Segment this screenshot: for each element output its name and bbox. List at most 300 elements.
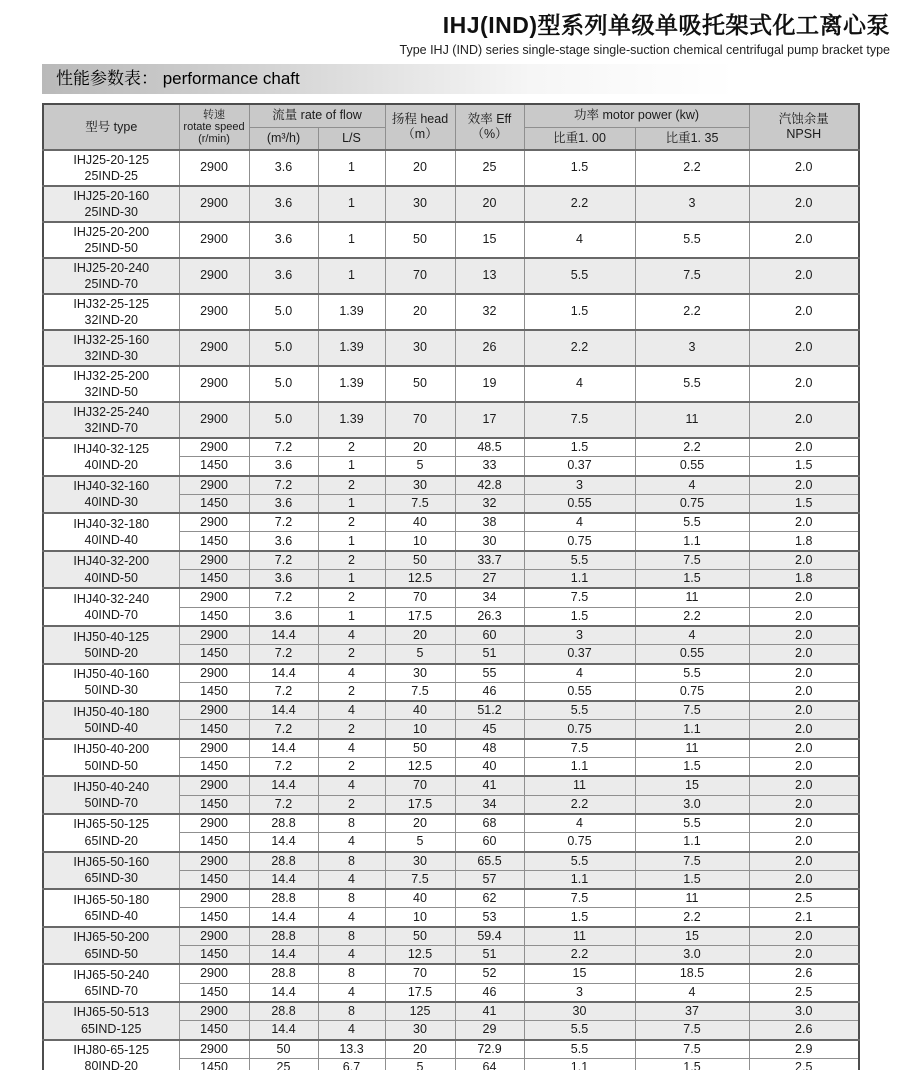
head-cell: 20 — [385, 438, 455, 457]
head-cell: 40 — [385, 889, 455, 908]
pump-model-cell — [43, 814, 179, 852]
eff-cell: 65.5 — [455, 852, 524, 871]
flow-ls-cell: 1 — [318, 258, 385, 294]
flow-ls-cell: 2 — [318, 551, 385, 570]
power-sg100-cell: 30 — [524, 1002, 635, 1021]
flow-m3h-cell: 28.8 — [249, 927, 318, 946]
power-sg100-cell: 1.1 — [524, 1058, 635, 1070]
head-cell: 12.5 — [385, 758, 455, 777]
power-sg100-cell: 2.2 — [524, 186, 635, 222]
power-sg135-cell: 1.5 — [635, 870, 749, 889]
pump-model-cell — [43, 776, 179, 814]
table-row — [43, 852, 859, 871]
power-sg100-cell: 0.55 — [524, 494, 635, 513]
power-sg135-cell: 0.55 — [635, 645, 749, 664]
head-cell: 50 — [385, 366, 455, 402]
power-sg135-cell: 5.5 — [635, 814, 749, 833]
eff-cell: 25 — [455, 150, 524, 186]
eff-cell: 41 — [455, 776, 524, 795]
power-sg135-cell: 0.55 — [635, 457, 749, 476]
speed-cell: 1450 — [179, 983, 249, 1002]
eff-cell: 34 — [455, 795, 524, 814]
head-cell: 12.5 — [385, 946, 455, 965]
speed-cell: 2900 — [179, 438, 249, 457]
table-row — [43, 889, 859, 908]
npsh-cell: 2.0 — [749, 476, 859, 495]
npsh-cell: 2.0 — [749, 150, 859, 186]
speed-cell: 2900 — [179, 701, 249, 720]
eff-cell: 33 — [455, 457, 524, 476]
npsh-cell: 1.8 — [749, 532, 859, 551]
flow-m3h-cell: 3.6 — [249, 186, 318, 222]
table-row — [43, 294, 859, 330]
flow-ls-cell: 2 — [318, 438, 385, 457]
flow-m3h-cell: 28.8 — [249, 852, 318, 871]
flow-ls-cell: 1 — [318, 186, 385, 222]
pump-model-cell — [43, 739, 179, 777]
pump-model-line: IHJ65-50-180 — [73, 892, 150, 907]
pump-model-cell — [43, 889, 179, 927]
flow-ls-cell: 1.39 — [318, 330, 385, 366]
col-header-npsh-zh: 汽蚀余量 — [778, 112, 829, 127]
speed-cell: 2900 — [179, 402, 249, 438]
power-sg100-cell: 15 — [524, 964, 635, 983]
npsh-cell: 2.0 — [749, 795, 859, 814]
flow-m3h-cell: 14.4 — [249, 626, 318, 645]
pump-model-line: IHJ40-32-125 — [73, 441, 150, 456]
eff-cell: 59.4 — [455, 927, 524, 946]
eff-cell: 26.3 — [455, 607, 524, 626]
table-row — [43, 1040, 859, 1059]
col-header-head-label: 扬程 head — [391, 112, 449, 127]
head-cell: 30 — [385, 330, 455, 366]
table-row — [43, 476, 859, 495]
flow-ls-cell: 1.39 — [318, 366, 385, 402]
speed-cell: 1450 — [179, 570, 249, 589]
speed-cell: 2900 — [179, 222, 249, 258]
flow-m3h-cell: 7.2 — [249, 758, 318, 777]
power-sg135-cell: 1.1 — [635, 720, 749, 739]
power-sg135-cell: 15 — [635, 776, 749, 795]
speed-cell: 2900 — [179, 927, 249, 946]
power-sg100-cell: 2.2 — [524, 946, 635, 965]
power-sg135-cell: 11 — [635, 889, 749, 908]
npsh-cell: 2.0 — [749, 720, 859, 739]
table-row — [43, 776, 859, 795]
speed-cell: 1450 — [179, 795, 249, 814]
head-cell: 70 — [385, 258, 455, 294]
pump-model-cell — [43, 476, 179, 514]
col-header-npsh-en: NPSH — [786, 127, 822, 141]
power-sg135-cell: 7.5 — [635, 1040, 749, 1059]
eff-cell: 19 — [455, 366, 524, 402]
power-sg100-cell: 7.5 — [524, 402, 635, 438]
pump-model-line: IHJ32-25-160 — [73, 332, 150, 347]
flow-m3h-cell: 7.2 — [249, 795, 318, 814]
pump-model-line: IHJ25-20-160 — [73, 188, 150, 203]
table-row — [43, 366, 859, 402]
pump-model-line: IHJ32-25-125 — [73, 296, 150, 311]
col-header-eff — [455, 104, 524, 150]
flow-m3h-cell: 5.0 — [249, 402, 318, 438]
head-cell: 5 — [385, 645, 455, 664]
pump-model-line: IHJ32-25-240 — [73, 404, 150, 419]
speed-cell: 2900 — [179, 294, 249, 330]
col-header-rotate-speed-unit: (r/min) — [198, 133, 230, 146]
power-sg100-cell: 2.2 — [524, 330, 635, 366]
head-cell: 50 — [385, 739, 455, 758]
power-sg135-cell: 1.1 — [635, 532, 749, 551]
col-header-power-sg100: 比重1. 00 — [524, 127, 635, 150]
flow-ls-cell: 2 — [318, 682, 385, 701]
flow-ls-cell: 1.39 — [318, 402, 385, 438]
head-cell: 70 — [385, 964, 455, 983]
npsh-cell: 2.0 — [749, 946, 859, 965]
power-sg135-cell: 0.75 — [635, 682, 749, 701]
col-header-motor-power: 功率 motor power (kw) — [524, 104, 749, 127]
speed-cell: 1450 — [179, 908, 249, 927]
pump-model-line: IHJ50-40-160 — [73, 667, 150, 682]
power-sg100-cell: 4 — [524, 222, 635, 258]
eff-cell: 51.2 — [455, 701, 524, 720]
head-cell: 70 — [385, 402, 455, 438]
speed-cell: 2900 — [179, 588, 249, 607]
speed-cell: 2900 — [179, 964, 249, 983]
flow-ls-cell: 8 — [318, 889, 385, 908]
npsh-cell: 2.5 — [749, 983, 859, 1002]
head-cell: 5 — [385, 1058, 455, 1070]
head-cell: 17.5 — [385, 607, 455, 626]
eff-cell: 33.7 — [455, 551, 524, 570]
pump-model-cell — [43, 626, 179, 664]
flow-ls-cell: 1 — [318, 494, 385, 513]
pump-model-line: 25IND-30 — [84, 205, 138, 219]
npsh-cell: 2.0 — [749, 588, 859, 607]
eff-cell: 30 — [455, 532, 524, 551]
npsh-cell: 2.6 — [749, 964, 859, 983]
power-sg100-cell: 2.2 — [524, 795, 635, 814]
head-cell: 40 — [385, 513, 455, 532]
speed-cell: 2900 — [179, 186, 249, 222]
pump-model-cell — [43, 330, 179, 366]
pump-model-line: IHJ40-32-180 — [73, 516, 150, 531]
head-cell: 20 — [385, 1040, 455, 1059]
pump-model-line: IHJ65-50-513 — [73, 1005, 150, 1020]
speed-cell: 2900 — [179, 739, 249, 758]
speed-cell: 1450 — [179, 870, 249, 889]
flow-ls-cell: 4 — [318, 833, 385, 852]
speed-cell: 2900 — [179, 814, 249, 833]
flow-ls-cell: 4 — [318, 983, 385, 1002]
flow-m3h-cell: 7.2 — [249, 720, 318, 739]
power-sg100-cell: 5.5 — [524, 258, 635, 294]
power-sg100-cell: 5.5 — [524, 852, 635, 871]
npsh-cell: 2.0 — [749, 870, 859, 889]
flow-ls-cell: 1 — [318, 532, 385, 551]
speed-cell: 2900 — [179, 1002, 249, 1021]
pump-model-line: 32IND-70 — [84, 421, 138, 435]
power-sg100-cell: 4 — [524, 814, 635, 833]
npsh-cell: 2.0 — [749, 682, 859, 701]
power-sg135-cell: 7.5 — [635, 1021, 749, 1040]
head-cell: 7.5 — [385, 682, 455, 701]
flow-ls-cell: 4 — [318, 701, 385, 720]
eff-cell: 26 — [455, 330, 524, 366]
pump-model-cell — [43, 222, 179, 258]
flow-m3h-cell: 14.4 — [249, 664, 318, 683]
table-row — [43, 626, 859, 645]
head-cell: 20 — [385, 150, 455, 186]
npsh-cell: 2.0 — [749, 814, 859, 833]
pump-model-line: 65IND-50 — [84, 946, 138, 961]
npsh-cell: 2.0 — [749, 186, 859, 222]
power-sg100-cell: 1.5 — [524, 607, 635, 626]
eff-cell: 46 — [455, 983, 524, 1002]
flow-ls-cell: 2 — [318, 588, 385, 607]
table-row — [43, 588, 859, 607]
pump-model-line: 50IND-30 — [84, 683, 138, 698]
speed-cell: 1450 — [179, 833, 249, 852]
head-cell: 20 — [385, 626, 455, 645]
npsh-cell: 1.5 — [749, 494, 859, 513]
power-sg100-cell: 1.5 — [524, 438, 635, 457]
table-row — [43, 701, 859, 720]
pump-model-line: 50IND-70 — [84, 796, 138, 811]
power-sg135-cell: 1.5 — [635, 1058, 749, 1070]
pump-model-cell — [43, 150, 179, 186]
performance-table — [42, 103, 860, 1070]
table-row — [43, 551, 859, 570]
col-header-npsh — [749, 104, 859, 150]
col-header-flow-m3h: (m³/h) — [249, 127, 318, 150]
eff-cell: 60 — [455, 833, 524, 852]
flow-m3h-cell: 14.4 — [249, 983, 318, 1002]
power-sg100-cell: 0.55 — [524, 682, 635, 701]
speed-cell: 1450 — [179, 720, 249, 739]
pump-model-line: 65IND-30 — [84, 871, 138, 886]
power-sg135-cell: 2.2 — [635, 294, 749, 330]
power-sg100-cell: 1.1 — [524, 570, 635, 589]
pump-model-line: 65IND-40 — [84, 908, 138, 923]
speed-cell: 1450 — [179, 758, 249, 777]
speed-cell: 1450 — [179, 645, 249, 664]
power-sg100-cell: 1.5 — [524, 908, 635, 927]
pump-model-line: IHJ65-50-125 — [73, 817, 150, 832]
eff-cell: 17 — [455, 402, 524, 438]
flow-ls-cell: 4 — [318, 870, 385, 889]
power-sg100-cell: 0.37 — [524, 645, 635, 664]
flow-ls-cell: 1 — [318, 150, 385, 186]
flow-m3h-cell: 14.4 — [249, 870, 318, 889]
table-row — [43, 1002, 859, 1021]
eff-cell: 41 — [455, 1002, 524, 1021]
head-cell: 12.5 — [385, 570, 455, 589]
pump-model-line: IHJ40-32-160 — [73, 479, 150, 494]
npsh-cell: 2.5 — [749, 889, 859, 908]
speed-cell: 2900 — [179, 551, 249, 570]
flow-ls-cell: 1 — [318, 457, 385, 476]
flow-ls-cell: 2 — [318, 758, 385, 777]
flow-ls-cell: 8 — [318, 814, 385, 833]
power-sg100-cell: 11 — [524, 776, 635, 795]
eff-cell: 20 — [455, 186, 524, 222]
power-sg135-cell: 3.0 — [635, 795, 749, 814]
speed-cell: 1450 — [179, 946, 249, 965]
speed-cell: 2900 — [179, 366, 249, 402]
title-block — [0, 0, 900, 57]
pump-model-line: 65IND-20 — [84, 833, 138, 848]
pump-model-cell — [43, 551, 179, 589]
eff-cell: 40 — [455, 758, 524, 777]
pump-model-line: IHJ65-50-200 — [73, 930, 150, 945]
flow-m3h-cell: 3.6 — [249, 570, 318, 589]
pump-model-line: 40IND-70 — [84, 608, 138, 623]
power-sg100-cell: 0.37 — [524, 457, 635, 476]
power-sg100-cell: 0.75 — [524, 833, 635, 852]
power-sg100-cell: 11 — [524, 927, 635, 946]
pump-model-cell — [43, 438, 179, 476]
power-sg135-cell: 3.0 — [635, 946, 749, 965]
flow-ls-cell: 4 — [318, 664, 385, 683]
flow-m3h-cell: 3.6 — [249, 150, 318, 186]
power-sg100-cell: 5.5 — [524, 1040, 635, 1059]
eff-cell: 64 — [455, 1058, 524, 1070]
col-header-head — [385, 104, 455, 150]
flow-m3h-cell: 7.2 — [249, 645, 318, 664]
eff-cell: 15 — [455, 222, 524, 258]
power-sg135-cell: 37 — [635, 1002, 749, 1021]
flow-ls-cell: 4 — [318, 1021, 385, 1040]
flow-m3h-cell: 28.8 — [249, 814, 318, 833]
power-sg135-cell: 7.5 — [635, 852, 749, 871]
npsh-cell: 2.6 — [749, 1021, 859, 1040]
power-sg135-cell: 1.5 — [635, 570, 749, 589]
flow-m3h-cell: 50 — [249, 1040, 318, 1059]
flow-m3h-cell: 14.4 — [249, 739, 318, 758]
speed-cell: 1450 — [179, 1058, 249, 1070]
head-cell: 5 — [385, 457, 455, 476]
pump-model-line: IHJ25-20-240 — [73, 260, 150, 275]
col-header-flow: 流量 rate of flow — [249, 104, 385, 127]
col-header-type: 型号 type — [43, 104, 179, 150]
pump-model-line: IHJ25-20-200 — [73, 224, 150, 239]
speed-cell: 2900 — [179, 776, 249, 795]
table-row — [43, 258, 859, 294]
flow-ls-cell: 8 — [318, 1002, 385, 1021]
pump-model-line: IHJ50-40-240 — [73, 779, 150, 794]
flow-ls-cell: 4 — [318, 776, 385, 795]
table-row — [43, 222, 859, 258]
table-row — [43, 150, 859, 186]
power-sg100-cell: 5.5 — [524, 1021, 635, 1040]
npsh-cell: 2.0 — [749, 701, 859, 720]
pump-model-cell — [43, 664, 179, 702]
speed-cell: 2900 — [179, 664, 249, 683]
npsh-cell: 2.0 — [749, 551, 859, 570]
flow-m3h-cell: 5.0 — [249, 366, 318, 402]
pump-model-line: 40IND-30 — [84, 495, 138, 510]
pump-model-line: IHJ40-32-240 — [73, 591, 150, 606]
pump-model-line: 80IND-20 — [84, 1059, 138, 1070]
flow-m3h-cell: 3.6 — [249, 532, 318, 551]
flow-m3h-cell: 14.4 — [249, 776, 318, 795]
flow-m3h-cell: 7.2 — [249, 476, 318, 495]
pump-model-cell — [43, 852, 179, 890]
eff-cell: 60 — [455, 626, 524, 645]
power-sg100-cell: 1.5 — [524, 294, 635, 330]
eff-cell: 72.9 — [455, 1040, 524, 1059]
flow-m3h-cell: 3.6 — [249, 222, 318, 258]
flow-m3h-cell: 14.4 — [249, 833, 318, 852]
flow-ls-cell: 2 — [318, 513, 385, 532]
pump-model-line: IHJ32-25-200 — [73, 368, 150, 383]
flow-ls-cell: 4 — [318, 626, 385, 645]
eff-cell: 42.8 — [455, 476, 524, 495]
performance-table-body — [43, 150, 859, 1070]
speed-cell: 1450 — [179, 457, 249, 476]
power-sg100-cell: 7.5 — [524, 739, 635, 758]
head-cell: 20 — [385, 294, 455, 330]
npsh-cell: 2.0 — [749, 258, 859, 294]
npsh-cell: 2.0 — [749, 927, 859, 946]
col-header-power-sg135: 比重1. 35 — [635, 127, 749, 150]
flow-m3h-cell: 14.4 — [249, 701, 318, 720]
pump-model-line: IHJ25-20-125 — [73, 152, 150, 167]
pump-model-line: 32IND-30 — [84, 349, 138, 363]
power-sg100-cell: 7.5 — [524, 889, 635, 908]
speed-cell: 2900 — [179, 1040, 249, 1059]
flow-m3h-cell: 14.4 — [249, 1021, 318, 1040]
npsh-cell: 2.0 — [749, 513, 859, 532]
speed-cell: 2900 — [179, 258, 249, 294]
pump-model-cell — [43, 513, 179, 551]
flow-m3h-cell: 14.4 — [249, 908, 318, 927]
power-sg135-cell: 15 — [635, 927, 749, 946]
table-row — [43, 330, 859, 366]
eff-cell: 51 — [455, 946, 524, 965]
head-cell: 70 — [385, 776, 455, 795]
npsh-cell: 2.0 — [749, 664, 859, 683]
npsh-cell: 2.0 — [749, 833, 859, 852]
pump-model-line: IHJ80-65-125 — [73, 1043, 150, 1058]
power-sg100-cell: 4 — [524, 513, 635, 532]
eff-cell: 32 — [455, 294, 524, 330]
flow-ls-cell: 2 — [318, 476, 385, 495]
pump-model-cell — [43, 701, 179, 739]
power-sg135-cell: 4 — [635, 476, 749, 495]
page-subtitle: Type IHJ (IND) series single-stage single-suction chemical centrifugal pump bracket type — [399, 43, 890, 57]
speed-cell: 1450 — [179, 682, 249, 701]
npsh-cell: 2.9 — [749, 1040, 859, 1059]
flow-m3h-cell: 3.6 — [249, 494, 318, 513]
section-banner-label: 性能参数表： performance chaft — [56, 69, 300, 88]
power-sg100-cell: 4 — [524, 664, 635, 683]
head-cell: 10 — [385, 908, 455, 927]
head-cell: 30 — [385, 664, 455, 683]
head-cell: 50 — [385, 927, 455, 946]
flow-m3h-cell: 7.2 — [249, 438, 318, 457]
pump-model-line: 32IND-20 — [84, 313, 138, 327]
flow-m3h-cell: 3.6 — [249, 607, 318, 626]
flow-ls-cell: 4 — [318, 946, 385, 965]
npsh-cell: 2.0 — [749, 645, 859, 664]
flow-m3h-cell: 7.2 — [249, 551, 318, 570]
head-cell: 5 — [385, 833, 455, 852]
speed-cell: 2900 — [179, 150, 249, 186]
power-sg135-cell: 4 — [635, 626, 749, 645]
power-sg135-cell: 4 — [635, 983, 749, 1002]
flow-ls-cell: 1 — [318, 222, 385, 258]
